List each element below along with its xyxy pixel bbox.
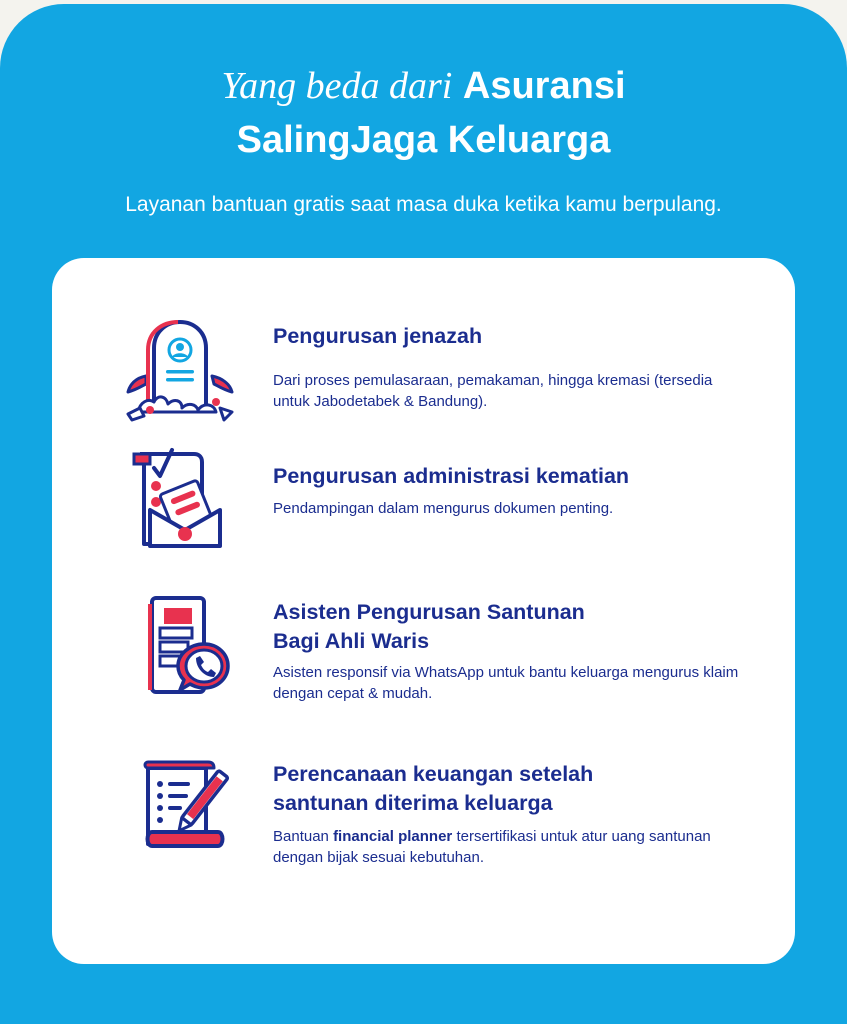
- feature-title: [273, 598, 743, 656]
- page-subtitle: Layanan bantuan gratis saat masa duka ketika kamu berpulang.: [125, 193, 722, 216]
- feature-title: Pengurusan jenazah: [273, 324, 483, 348]
- feature-title: [273, 760, 743, 818]
- page-heading: [0, 59, 847, 167]
- feature-description-emphasis: financial planner: [333, 828, 453, 845]
- scroll-pen-icon: [120, 758, 238, 868]
- document-envelope-icon: [120, 446, 238, 556]
- heading-bold-1: Asuransi: [462, 65, 626, 107]
- background-panel: [0, 4, 847, 1024]
- feature-description-start: Bantuan: [273, 828, 329, 845]
- feature-description: Dari proses pemulasaraan, pemakaman, hingga kremasi (tersedia untuk Jabodetabek & Bandung).: [273, 372, 713, 410]
- feature-description-end: tersertifikasi untuk atur uang santunan dengan bijak sesuai kebutuhan.: [273, 828, 711, 866]
- feature-title-line-1: Asisten Pengurusan Santunan: [273, 600, 585, 624]
- tombstone-icon: [120, 320, 238, 430]
- feature-description: [273, 826, 743, 868]
- phone-chat-icon: [120, 594, 238, 704]
- heading-bold-2: SalingJaga Keluarga: [236, 119, 611, 161]
- features-card: [52, 258, 795, 964]
- feature-title-line-2: santunan diterima keluarga: [273, 791, 553, 815]
- feature-title-line-2: Bagi Ahli Waris: [273, 629, 430, 653]
- feature-description: Pendampingan dalam mengurus dokumen penting.: [273, 500, 614, 517]
- feature-description: Asisten responsif via WhatsApp untuk bantu keluarga mengurus klaim dengan cepat & mudah.: [273, 664, 739, 702]
- heading-line-1: [0, 59, 847, 113]
- feature-title: Pengurusan administrasi kematian: [273, 464, 630, 488]
- feature-title-line-1: Perencanaan keuangan setelah: [273, 762, 594, 786]
- heading-italic: Yang beda dari: [221, 65, 453, 107]
